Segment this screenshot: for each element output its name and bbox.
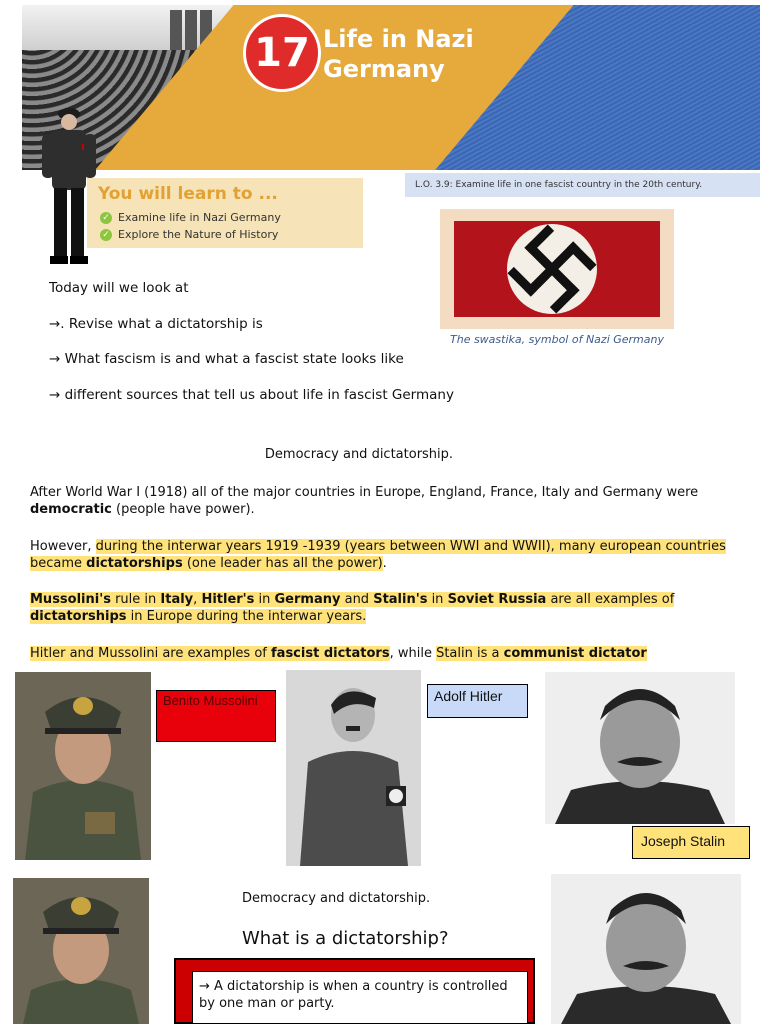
mussolini-portrait: [15, 672, 151, 860]
paragraph-interwar: However, during the interwar years 1919 -1939 (years between WWI and WWII), many european countries became dictatorships (one leader has all the power).: [30, 539, 726, 571]
question-heading: What is a dictatorship?: [242, 928, 449, 949]
intro-item: → different sources that tell us about life in fascist Germany: [49, 387, 454, 403]
chapter-number: 17: [243, 14, 321, 92]
intro-item: →. Revise what a dictatorship is: [49, 316, 263, 332]
learn-box-title: You will learn to ...: [98, 184, 278, 204]
check-icon: ✓: [100, 212, 112, 224]
learning-objective: L.O. 3.9: Examine life in one fascist country in the 20th century.: [405, 173, 760, 197]
image-caption: The swastika, symbol of Nazi Germany: [450, 333, 664, 346]
intro-item: → What fascism is and what a fascist state looks like: [49, 351, 404, 367]
learn-item: ✓ Examine life in Nazi Germany: [100, 211, 281, 224]
mussolini-portrait: [13, 878, 149, 1024]
paragraph-democracy: After World War I (1918) all of the major countries in Europe, England, France, Italy and Germany were democratic (people have power).: [30, 485, 699, 517]
mussolini-label: Benito Mussolini: [156, 690, 276, 742]
intro-heading: Today will we look at: [49, 280, 189, 296]
learn-item: ✓ Explore the Nature of History: [100, 228, 278, 241]
chapter-title: Life in Nazi Germany: [323, 25, 474, 83]
stalin-label: Joseph Stalin: [632, 826, 750, 859]
paragraph-fascist: Hitler and Mussolini are examples of fascist dictators, while Stalin is a communist dictator: [30, 646, 647, 661]
hitler-label: Adolf Hitler: [427, 684, 528, 718]
section-heading: Democracy and dictatorship.: [242, 891, 431, 906]
definition-text: → A dictatorship is when a country is controlled by one man or party.: [192, 971, 528, 1024]
hitler-portrait: [286, 670, 421, 866]
swastika-armband-image: [440, 209, 674, 329]
check-icon: ✓: [100, 229, 112, 241]
stalin-portrait: [545, 672, 735, 824]
swastika-icon: [440, 209, 674, 329]
paragraph-dictators: Mussolini's rule in Italy, Hitler's in Germany and Stalin's in Soviet Russia are all examples of dictatorships in Europe during the interwar years.: [30, 592, 675, 624]
section-heading: Democracy and dictatorship.: [264, 447, 454, 462]
stalin-portrait: [551, 874, 741, 1024]
